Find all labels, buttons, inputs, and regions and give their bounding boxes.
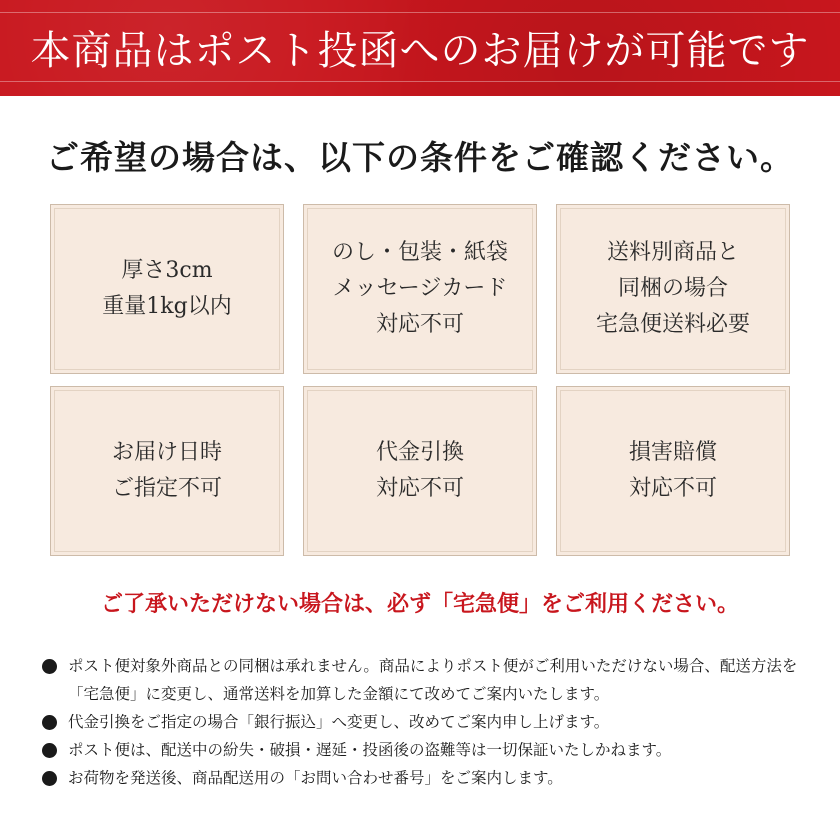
bullet-icon [42,743,57,758]
condition-line: 損害賠償 [628,440,717,465]
condition-wrapping [303,204,537,374]
condition-delivery-date [50,386,284,556]
note-item [40,736,800,764]
note-item [40,708,800,736]
condition-cod [303,386,537,556]
condition-line: 対応不可 [628,476,717,501]
notice-text: ご了承いただけない場合は、必ず「宅急便」をご利用ください。 [100,591,739,617]
bullet-icon [42,771,57,786]
note-text: ポスト便対象外商品との同梱は承れません。商品によりポスト便がご利用いただけない場合、配送方法を「宅急便」に変更し、通常送料を加算した金額にて改めてご案内いたします。 [68,657,798,703]
banner-title: 本商品はポスト投函へのお届けが可能です [30,27,810,74]
condition-line: 厚さ3cm [121,258,213,283]
condition-line: のし・包装・紙袋 [331,240,508,265]
header-banner [0,0,840,96]
condition-line: 対応不可 [375,312,464,337]
condition-size-weight [50,204,284,374]
condition-line: 同梱の場合 [617,276,728,301]
condition-line: 宅急便送料必要 [595,312,750,337]
condition-line: 代金引換 [375,440,464,465]
condition-compensation [556,386,790,556]
bullet-icon [42,715,57,730]
note-text: ポスト便は、配送中の紛失・破損・遅延・投函後の盗難等は一切保証いたしかねます。 [68,741,672,759]
condition-line: 重量1kg以内 [102,294,232,319]
condition-line: お届け日時 [111,440,222,465]
bullet-icon [42,659,57,674]
page-subtitle: ご希望の場合は、以下の条件をご確認ください。 [46,138,794,177]
note-item [40,652,800,708]
condition-shipping-fee [556,204,790,374]
condition-line: ご指定不可 [111,476,222,501]
note-item [40,764,800,792]
condition-line: 対応不可 [375,476,464,501]
note-text: 代金引換をご指定の場合「銀行振込」へ変更し、改めてご案内申し上げます。 [68,713,610,731]
banner-frame [0,12,840,82]
notes-list [40,652,800,792]
condition-line: 送料別商品と [606,240,739,265]
note-text: お荷物を発送後、商品配送用の「お問い合わせ番号」をご案内します。 [68,769,563,787]
condition-line: メッセージカード [332,276,508,301]
conditions-grid [50,204,790,556]
